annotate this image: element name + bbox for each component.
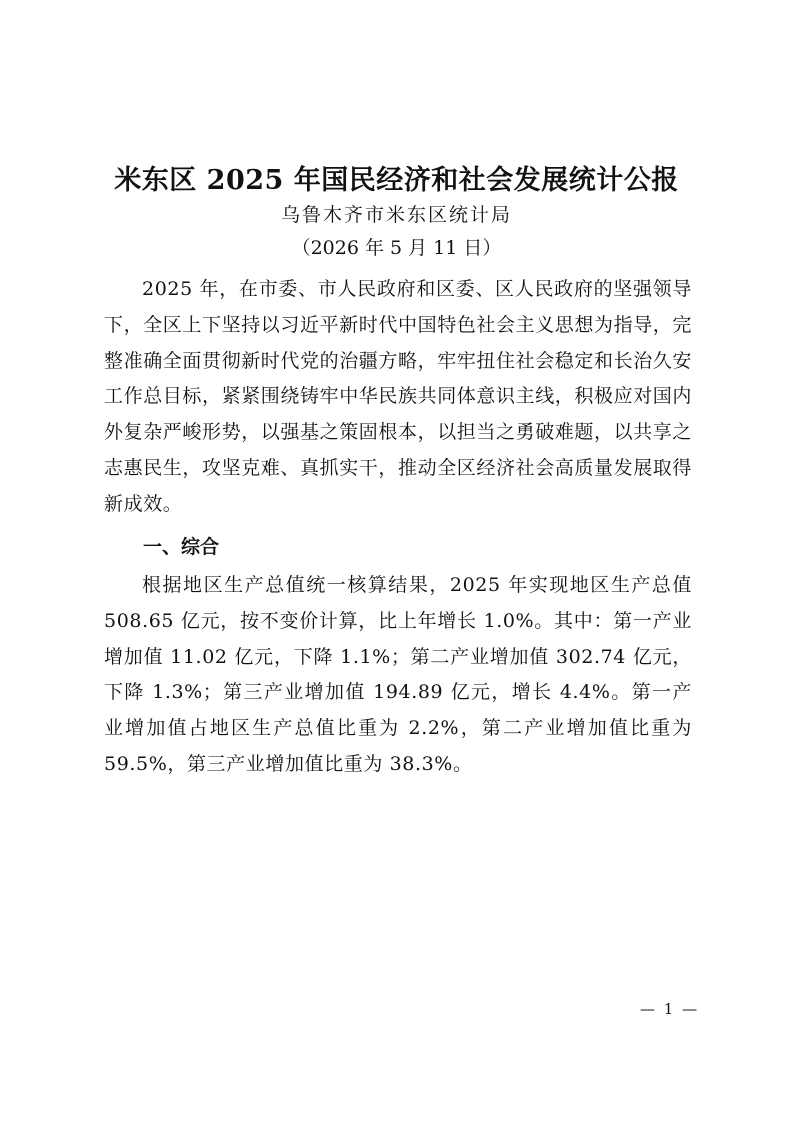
document-issuer: 乌鲁木齐市米东区统计局 bbox=[280, 204, 512, 226]
document-title: 米东区 2025 年国民经济和社会发展统计公报 bbox=[114, 165, 679, 196]
intro-paragraph: 2025 年，在市委、市人民政府和区委、区人民政府的坚强领导下，全区上下坚持以习近平新时代中国特色社会主义思想为指导，完整准确全面贯彻新时代党的治疆方略，牢牢扭住社会稳定和长治久安工作总目标，紧紧围绕铸牢中华民族共同体意识主线，积极应对国内外复杂严峻形势，以强基之策固根本，以担当之勇破难题，以共享之志惠民生，攻坚克难、真抓实干，推动全区经济社会高质量发展取得新成效。 bbox=[104, 278, 693, 515]
page-number: — 1 — bbox=[640, 1000, 700, 1018]
section-heading: 一、综合 bbox=[143, 536, 220, 558]
section-paragraph: 根据地区生产总值统一核算结果，2025 年实现地区生产总值 508.65 亿元，按不变价计算，比上年增长 1.0%。其中：第一产业增加值 11.02 亿元，下降 1.1%；第二产业增加值 302.74 亿元，下降 1.3%；第三产业增加值 194.89 亿元，增长 4.4%。第一产业增加值占地区生产总值比重为 2.2%，第二产业增加值比重为 59.5%，第三产业增加值比重为 38.3%。 bbox=[104, 574, 692, 775]
document-date: （2026 年 5 月 11 日） bbox=[291, 237, 502, 259]
